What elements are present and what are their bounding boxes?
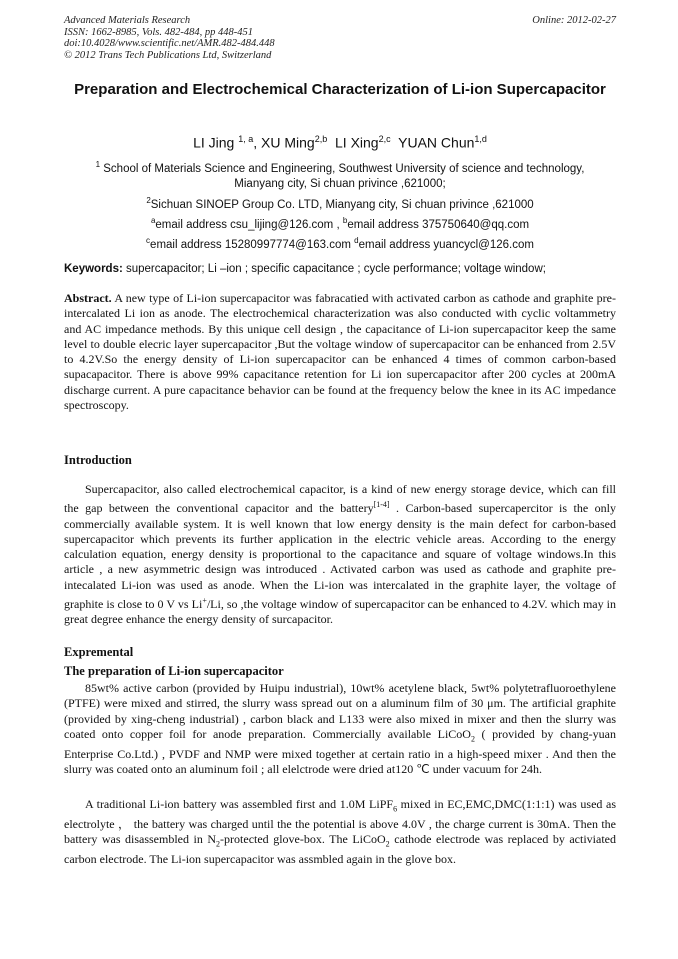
subscript: 2: [216, 839, 221, 849]
section-heading-introduction: Introduction: [64, 453, 132, 467]
journal-info: [64, 15, 275, 61]
affil-text: School of Materials Science and Engineering, Southwest University of science and technology,: [103, 162, 585, 175]
email-text: email address yuancycl@126.com: [358, 238, 534, 251]
section-heading-experimental: Expremental: [64, 645, 134, 659]
online-date: Online: 2012-02-27: [532, 15, 616, 26]
email-mark: d: [354, 235, 359, 245]
affiliation-1: [64, 157, 616, 192]
email-mark: b: [342, 216, 348, 225]
journal-name: Advanced Materials Research: [64, 15, 191, 26]
author-list: LI Jing $^{1, a}$, XU Ming$^{2,b}$ LI Xing$^{2,c}$ YUAN Chun$^{1,d}$: [193, 134, 487, 151]
affil-text: Sichuan SINOEP Group Co. LTD, Mianyang city, Si chuan privince ,621000: [150, 198, 534, 211]
experimental-paragraph-2: [64, 797, 616, 867]
keywords-line: [64, 262, 616, 277]
keywords-label: Keywords:: [64, 263, 123, 275]
email-mark: a: [150, 216, 156, 225]
exp-text: -protected glove-box. The LiCoO: [220, 831, 386, 846]
intro-text: . Carbon-based supercapercitor is the only commercially available system. It is well known that low energy density is the main defect for carbon-based supercapacitor which prevents its further application in the electric vehicle areas. According to the energy calculation equation, energy density is proportional to the capacitance and square of voltage windows.In this article , a new asymmetric design was introduced . Activated carbon was used as cathode and graphite pre-intecalated Li-ion was used as anode. When the Li-ion was intercalated in the graphite layer, the voltage of graphite is close to 0 V vs Li: [64, 501, 616, 612]
author-affil-mark: 2,c: [378, 134, 391, 144]
subsection-heading: The preparation of Li-ion supercapacitor: [64, 664, 284, 678]
author-affil-mark: 2,b: [314, 134, 328, 144]
keywords-text: supercapacitor; Li –ion ; specific capacitance ; cycle performance; voltage window;: [122, 263, 546, 275]
affil-text: Mianyang city, Si chuan privince ,621000;: [234, 177, 446, 190]
email-mark: c: [146, 235, 151, 245]
subscript: 2: [385, 839, 390, 849]
doi-line: doi:10.4028/www.scientific.net/AMR.482-484.448: [64, 38, 275, 49]
paper-title: Preparation and Electrochemical Characterization of Li-ion Supercapacitor: [74, 81, 606, 98]
email-addresses: [64, 213, 616, 253]
intro-text: /Li, so ,the voltage window of supercapacitor can be enhanced to 4.2V. which may in great degree enhance the energy density of surcapacitor.: [64, 597, 617, 627]
email-text: email address 375750640@qq.com: [347, 218, 530, 231]
exp-text: 85wt% active carbon (provided by Huipu industrial), 10wt% acetylene black, 5wt% polytetrafluoroethylene (PTFE) were mixed and stirred, the slurry wass spread out on a aluminum film of 30 μm. The artificial graphite (provided by xing-cheng industrial) , carbon black and L133 were also mixed in mixer and then the slurry was coated onto copper foil for anode preparation. Commercially available LiCoO: [64, 681, 616, 741]
exp-text: A traditional Li-ion battery was assembled first and 1.0M LiPF: [85, 797, 394, 811]
subscript: 2: [470, 734, 475, 744]
abstract-text: A new type of Li-ion supercapacitor was fabracatied with activated carbon as cathode and graphite pre-intercalated Li ion as anode. The electrochemical characterization was also conducted with cyclic voltammetry and AC impedance methods. By this unique cell design , the capacitance of Li-ion supercapacitor keep the same level to double elecric layer supercapacitor ,But the voltage window of supercapacitor can be enhanced from 2.5V to 4.2V.So the energy density of Li-ion supercapacitor can be enhanced 4 times of common carbon-based supacapacitor. There is above 99% capacitance retention for Li ion supercapacitor after 200 cycles at 200mA discharge current. A pure capacitance behavior can be found at the frequency below the knee in its AC impedance spectroscopy.: [64, 291, 616, 413]
email-text: email address 15280997774@163.com: [150, 238, 355, 251]
affiliation-2: [64, 193, 616, 213]
subscript: 6: [393, 804, 398, 814]
exp-text: mixed in EC,EMC,DMC(1:1:1) was used as electrolyte ， the battery was charged until the the potential is above 4.0V , the charge current is 30mA. Then the battery was disassembled in N: [64, 797, 617, 846]
exp-text: ( provided by chang-yuan Enterprise Co.Ltd.) , PVDF and NMP were mixed together at certain ratio in a high-speed mixer . And then the slurry was coated onto an aluminum foil ; all elelctrode were dried at120 ℃ under vacuum for 24h.: [64, 726, 616, 776]
affil-mark: 2: [146, 196, 151, 205]
introduction-paragraph: [64, 482, 616, 628]
abstract-paragraph: [64, 291, 616, 413]
intro-text: Supercapacitor, also called electrochemical capacitor, is a kind of new energy storage device, which can fill the gap between the conventional capacitor and the battery: [64, 482, 616, 516]
author-name: LI Jing: [193, 134, 235, 151]
author-name: XU Ming: [261, 134, 315, 151]
issn-line: ISSN: 1662-8985, Vols. 482-484, pp 448-451: [64, 26, 253, 38]
author-affil-mark: 1,d: [474, 134, 487, 144]
author-affil-mark: 1, a: [238, 134, 254, 144]
experimental-paragraph-1: [64, 681, 616, 777]
exp-text: cathode electrode was replaced by activiated carbon electrode. The Li-ion supercapacitor was assmbled again in the glove box.: [64, 831, 616, 866]
citation-ref: [1-4]: [373, 500, 390, 510]
copyright-line: © 2012 Trans Tech Publications Ltd, Switzerland: [64, 49, 272, 61]
email-text: email address csu_lijing@126.com ,: [155, 218, 343, 231]
affil-mark: 1: [95, 160, 101, 169]
author-name: YUAN Chun: [398, 134, 475, 151]
abstract-label: Abstract.: [64, 291, 112, 305]
author-name: LI Xing: [335, 134, 379, 151]
superscript: +: [202, 596, 207, 606]
